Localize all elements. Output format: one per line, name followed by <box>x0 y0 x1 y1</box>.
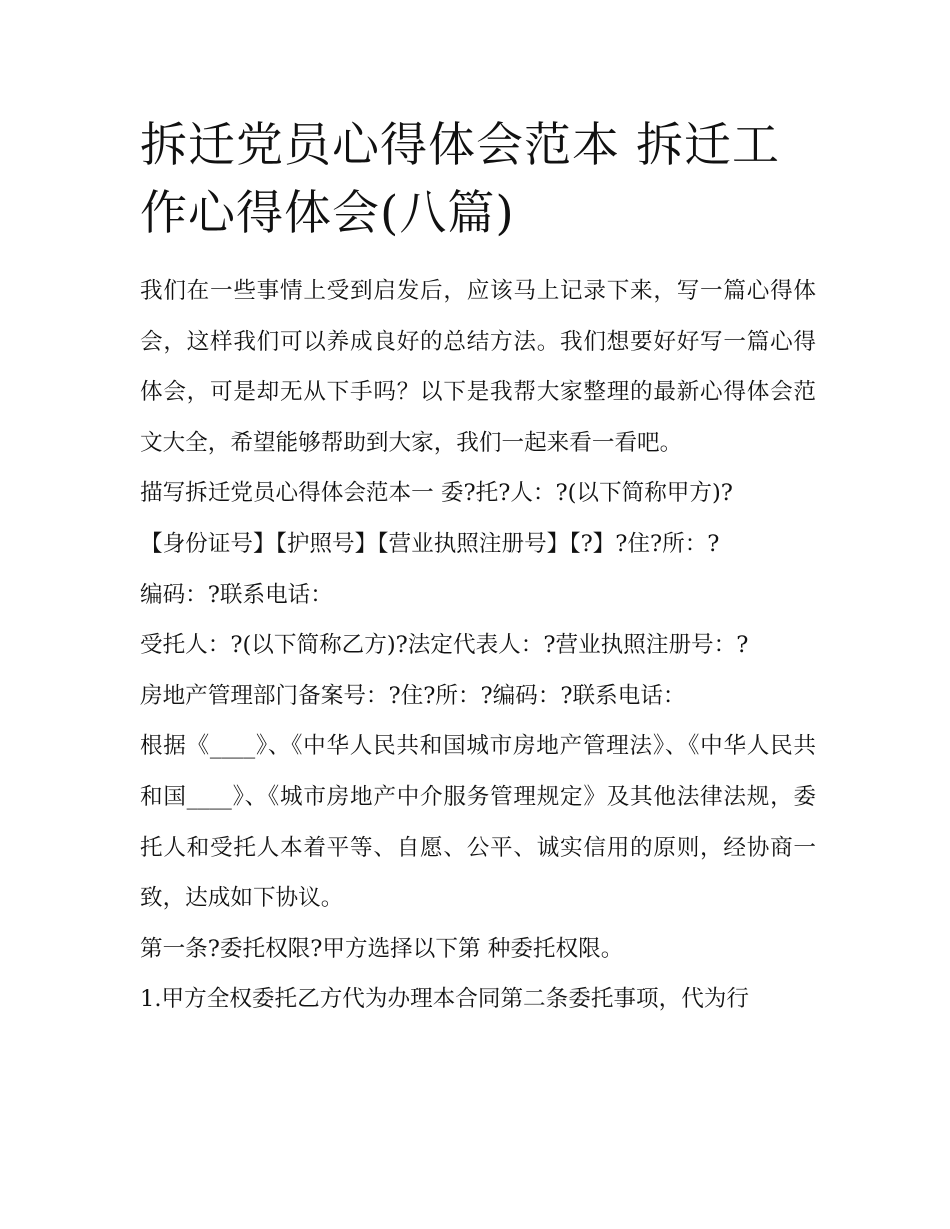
agent-registration-line: 房地产管理部门备案号：?住?所：?编码：?联系电话： <box>140 682 686 709</box>
title-line-2: 作心得体会(八篇) <box>140 186 515 241</box>
client-id-line: 【身份证号】【护照号】【营业执照注册号】【?】?住?所：? <box>140 530 720 557</box>
title-line-1: 拆迁党员心得体会范本 拆迁工 <box>140 118 780 173</box>
article-one-item-1: 1.甲方全权委托乙方代为办理本合同第二条委托事项，代为行 <box>140 986 749 1013</box>
client-contact-line: 编码：?联系电话： <box>140 581 333 608</box>
intro-paragraph: 我们在一些事情上受到启发后，应该马上记录下来，写一篇心得体会，这样我们可以养成良好的总结方法。我们想要好好写一篇心得体会，可是却无从下手吗？以下是我帮大家整理的最新心得体会范文大全，希望能够帮助到大家，我们一起来看一看吧。 <box>140 278 816 456</box>
document-page <box>140 112 816 1025</box>
legal-basis-paragraph: 根据《____》、《中华人民共和国城市房地产管理法》、《中华人民共和国____》、《城市房地产中介服务管理规定》及其他法律法规，委托人和受托人本着平等、自愿、公平、诚实信用的原则，经协商一致，达成如下协议。 <box>140 733 816 912</box>
document-title <box>140 112 816 248</box>
agent-line: 受托人：?(以下简称乙方)?法定代表人：?营业执照注册号：? <box>140 632 749 659</box>
article-one-heading: 第一条?委托权限?甲方选择以下第 种委托权限。 <box>140 935 624 962</box>
document-body <box>140 266 816 1025</box>
client-line: 描写拆迁党员心得体会范本一 委?托?人：?(以下简称甲方)? <box>140 480 733 507</box>
